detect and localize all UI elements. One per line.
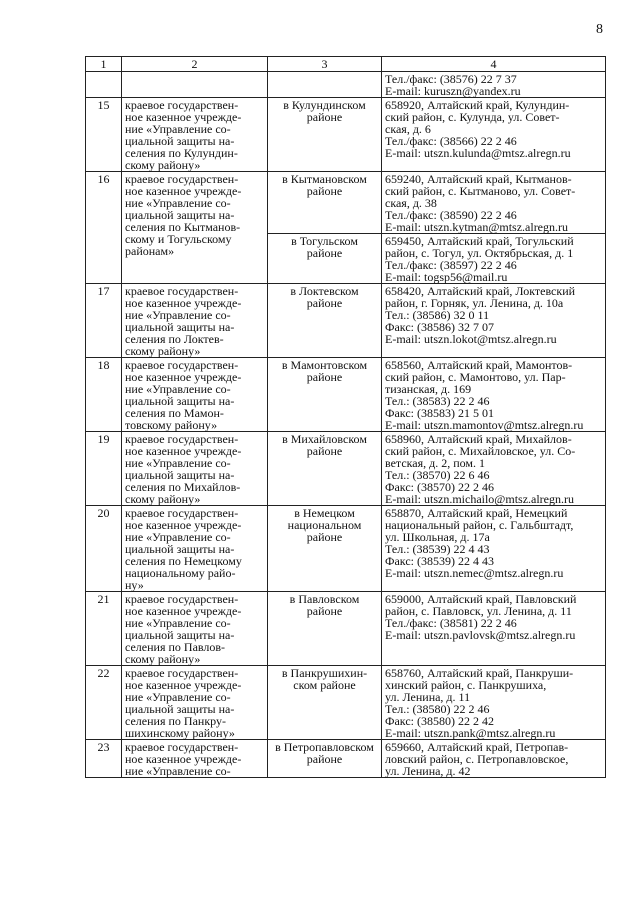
- district-name-line: районе: [306, 604, 343, 618]
- organization-name: [122, 432, 268, 506]
- contact-address-line: Тел.: (38539) 22 4 43: [385, 542, 490, 556]
- organization-name-line: краевое государствен-: [125, 358, 239, 372]
- organization-name-line: ние «Управление со-: [125, 382, 231, 396]
- contact-address-line: район, г. Горняк, ул. Ленина, д. 10а: [385, 296, 564, 310]
- table-row: [86, 284, 606, 358]
- contact-address-line: ский район, с. Кытманово, ул. Совет-: [385, 184, 576, 198]
- table-body: [86, 72, 606, 778]
- contact-address-line: Факс: (38580) 22 2 42: [385, 714, 494, 728]
- row-number: 17: [86, 284, 122, 358]
- organization-name-line: циальной защиты на-: [125, 394, 235, 408]
- organization-name-line: селения по Локтев-: [125, 332, 224, 346]
- contact-address-line: 658920, Алтайский край, Кулундин-: [385, 98, 570, 112]
- organization-name-line: селения по Кулундин-: [125, 146, 238, 160]
- organization-name-line: ное казенное учрежде-: [125, 444, 242, 458]
- organization-name-line: ное казенное учрежде-: [125, 604, 242, 618]
- contact-address-line: ский район, с. Михайловское, ул. Со-: [385, 444, 576, 458]
- contact-address-line: Факс: (38570) 22 2 46: [385, 480, 494, 494]
- contact-address-line: хинский район, с. Панкрушиха,: [385, 678, 547, 692]
- organization-name-line: ное казенное учрежде-: [125, 110, 242, 124]
- organization-name-line: районам»: [125, 244, 175, 258]
- contact-address: [382, 592, 606, 666]
- contact-address-line: E-mail: togsp56@mail.ru: [385, 270, 508, 284]
- organization-name-line: краевое государствен-: [125, 666, 239, 680]
- contact-address: [382, 358, 606, 432]
- contact-address: [382, 506, 606, 592]
- column-header-4: 4: [382, 57, 606, 72]
- contact-address-line: ская, д. 38: [385, 196, 437, 210]
- organization-name-line: селения по Мамон-: [125, 406, 224, 420]
- contact-address: [382, 740, 606, 778]
- contact-address-line: ская, д. 6: [385, 122, 431, 136]
- organization-name-line: краевое государствен-: [125, 432, 239, 446]
- district-name: [268, 432, 382, 506]
- organization-name: [122, 284, 268, 358]
- table-row: [86, 172, 606, 234]
- organization-name-line: ное казенное учрежде-: [125, 370, 242, 384]
- district-name-line: районе: [306, 296, 343, 310]
- organization-name-line: циальной защиты на-: [125, 628, 235, 642]
- organization-name-line: циальной защиты на-: [125, 542, 235, 556]
- organization-name-line: краевое государствен-: [125, 98, 239, 112]
- contact-address-line: ул. Школьная, д. 17а: [385, 530, 490, 544]
- district-name: [268, 284, 382, 358]
- table-row: [86, 98, 606, 172]
- district-name-line: районе: [306, 370, 343, 384]
- contact-address-line: Факс: (38539) 22 4 43: [385, 554, 494, 568]
- offices-table: [85, 56, 606, 778]
- district-name-line: районе: [306, 444, 343, 458]
- organization-name-line: селения по Кытманов-: [125, 220, 241, 234]
- contact-address-line: ский район, с. Мамонтово, ул. Пар-: [385, 370, 566, 384]
- contact-address-line: тизанская, д. 169: [385, 382, 472, 396]
- organization-name: [122, 172, 268, 284]
- row-number: [86, 72, 122, 98]
- district-name-line: районе: [306, 110, 343, 124]
- organization-name-line: ное казенное учрежде-: [125, 296, 242, 310]
- organization-name-line: ное казенное учрежде-: [125, 752, 242, 766]
- district-name: [268, 72, 382, 98]
- contact-address: [382, 666, 606, 740]
- contact-address-line: Тел.: (38586) 32 0 11: [385, 308, 490, 322]
- contact-address-line: Тел./факс: (38590) 22 2 46: [385, 208, 517, 222]
- contact-address-line: 658420, Алтайский край, Локтевский: [385, 284, 576, 298]
- organization-name-line: шихинскому району»: [125, 726, 235, 740]
- organization-name-line: национальному райо-: [125, 566, 236, 580]
- contact-address-line: 658560, Алтайский край, Мамонтов-: [385, 358, 573, 372]
- contact-address-line: E-mail: kuruszn@yandex.ru: [385, 84, 521, 98]
- contact-address-line: Тел.: (38583) 22 2 46: [385, 394, 490, 408]
- contact-address-line: E-mail: utszn.pank@mtsz.alregn.ru: [385, 726, 556, 740]
- district-name: [268, 666, 382, 740]
- contact-address-line: Тел./факс: (38597) 22 2 46: [385, 258, 517, 272]
- contact-address-line: E-mail: utszn.kytman@mtsz.alregn.ru: [385, 220, 569, 234]
- organization-name-line: краевое государствен-: [125, 172, 239, 186]
- contact-address-line: 658960, Алтайский край, Михайлов-: [385, 432, 572, 446]
- district-name-line: районе: [306, 752, 343, 766]
- row-number: 20: [86, 506, 122, 592]
- district-name: [268, 592, 382, 666]
- contact-address: [382, 72, 606, 98]
- row-number: 21: [86, 592, 122, 666]
- organization-name-line: циальной защиты на-: [125, 468, 235, 482]
- contact-address-line: 659000, Алтайский край, Павловский: [385, 592, 577, 606]
- district-name-line: в Павловском: [289, 592, 360, 606]
- contact-address-line: Тел.: (38580) 22 2 46: [385, 702, 490, 716]
- contact-address-line: район, с. Тогул, ул. Октябрьская, д. 1: [385, 246, 574, 260]
- contact-address-line: 658760, Алтайский край, Панкруши-: [385, 666, 574, 680]
- contact-address: [382, 98, 606, 172]
- organization-name-line: ну»: [125, 578, 144, 592]
- row-number: 22: [86, 666, 122, 740]
- district-name-line: национальном: [287, 518, 362, 532]
- organization-name-line: краевое государствен-: [125, 740, 239, 754]
- row-number: 18: [86, 358, 122, 432]
- organization-name-line: ное казенное учрежде-: [125, 184, 242, 198]
- contact-address-line: ветская, д. 2, пом. 1: [385, 456, 486, 470]
- district-name: [268, 98, 382, 172]
- organization-name: [122, 358, 268, 432]
- district-name-line: районе: [306, 530, 343, 544]
- row-number: 19: [86, 432, 122, 506]
- organization-name-line: краевое государствен-: [125, 284, 239, 298]
- district-name-line: в Кулундинском: [283, 98, 366, 112]
- organization-name-line: скому и Тогульскому: [125, 232, 232, 246]
- organization-name-line: ние «Управление со-: [125, 122, 231, 136]
- organization-name-line: циальной защиты на-: [125, 208, 235, 222]
- organization-name-line: ное казенное учрежде-: [125, 678, 242, 692]
- district-name-line: районе: [306, 184, 343, 198]
- contact-address-line: 659450, Алтайский край, Тогульский: [385, 234, 574, 248]
- contact-address-line: 659240, Алтайский край, Кытманов-: [385, 172, 572, 186]
- organization-name-line: ние «Управление со-: [125, 308, 231, 322]
- district-name-line: в Панкрушихин-: [281, 666, 368, 680]
- contact-address: [382, 234, 606, 284]
- table-row: [86, 740, 606, 778]
- row-number: 23: [86, 740, 122, 778]
- organization-name-line: ние «Управление со-: [125, 764, 231, 778]
- contact-address-line: национальный район, с. Гальбштадт,: [385, 518, 574, 532]
- organization-name-line: селения по Павлов-: [125, 640, 226, 654]
- organization-name: [122, 506, 268, 592]
- district-name: [268, 506, 382, 592]
- column-header-3: 3: [268, 57, 382, 72]
- district-name-line: в Михайловском: [282, 432, 367, 446]
- organization-name-line: ное казенное учрежде-: [125, 518, 242, 532]
- district-name-line: районе: [306, 246, 343, 260]
- organization-name-line: скому району»: [125, 492, 201, 506]
- row-number: 15: [86, 98, 122, 172]
- table-row: [86, 72, 606, 98]
- district-name-line: в Кытмановском: [282, 172, 367, 186]
- contact-address-line: Тел.: (38570) 22 6 46: [385, 468, 490, 482]
- organization-name-line: скому району»: [125, 158, 201, 172]
- contact-address-line: ул. Ленина, д. 11: [385, 690, 471, 704]
- table-row: [86, 592, 606, 666]
- organization-name-line: ние «Управление со-: [125, 196, 231, 210]
- contact-address-line: E-mail: utszn.lokot@mtsz.alregn.ru: [385, 332, 557, 346]
- contact-address: [382, 432, 606, 506]
- column-header-1: 1: [86, 57, 122, 72]
- organization-name-line: циальной защиты на-: [125, 320, 235, 334]
- organization-name-line: селения по Немецкому: [125, 554, 242, 568]
- contact-address: [382, 172, 606, 234]
- organization-name-line: селения по Панкру-: [125, 714, 226, 728]
- contact-address-line: ул. Ленина, д. 42: [385, 764, 471, 778]
- contact-address-line: Тел./факс: (38581) 22 2 46: [385, 616, 517, 630]
- district-name-line: в Локтевском: [290, 284, 359, 298]
- contact-address-line: E-mail: utszn.kulunda@mtsz.alregn.ru: [385, 146, 571, 160]
- contact-address-line: E-mail: utszn.nemec@mtsz.alregn.ru: [385, 566, 564, 580]
- organization-name-line: ние «Управление со-: [125, 456, 231, 470]
- page-number: 8: [596, 22, 603, 37]
- organization-name-line: ние «Управление со-: [125, 530, 231, 544]
- contact-address-line: Тел./факс: (38576) 22 7 37: [385, 72, 517, 86]
- organization-name-line: циальной защиты на-: [125, 702, 235, 716]
- organization-name-line: ние «Управление со-: [125, 616, 231, 630]
- district-name: [268, 234, 382, 284]
- district-name-line: в Мамонтовском: [281, 358, 368, 372]
- district-name-line: в Петропавловском: [275, 740, 374, 754]
- table-row: [86, 432, 606, 506]
- table-row: [86, 506, 606, 592]
- contact-address-line: ловский район, с. Петропавловское,: [385, 752, 569, 766]
- contact-address-line: ский район, с. Кулунда, ул. Совет-: [385, 110, 560, 124]
- contact-address-line: 659660, Алтайский край, Петропав-: [385, 740, 569, 754]
- contact-address-line: E-mail: utszn.pavlovsk@mtsz.alregn.ru: [385, 628, 576, 642]
- organization-name-line: товскому району»: [125, 418, 218, 432]
- organization-name-line: краевое государствен-: [125, 592, 239, 606]
- district-name-line: в Немецком: [294, 506, 355, 520]
- organization-name: [122, 592, 268, 666]
- organization-name: [122, 98, 268, 172]
- organization-name-line: скому району»: [125, 652, 201, 666]
- district-name-line: ском районе: [293, 678, 356, 692]
- organization-name: [122, 740, 268, 778]
- organization-name-line: краевое государствен-: [125, 506, 239, 520]
- contact-address-line: Факс: (38586) 32 7 07: [385, 320, 494, 334]
- organization-name-line: ние «Управление со-: [125, 690, 231, 704]
- organization-name: [122, 666, 268, 740]
- district-name: [268, 172, 382, 234]
- contact-address-line: E-mail: utszn.mamontov@mtsz.alregn.ru: [385, 418, 584, 432]
- table-row: [86, 358, 606, 432]
- contact-address-line: район, с. Павловск, ул. Ленина, д. 11: [385, 604, 572, 618]
- organization-name-line: циальной защиты на-: [125, 134, 235, 148]
- district-name-line: в Тогульском: [291, 234, 358, 248]
- contact-address-line: 658870, Алтайский край, Немецкий: [385, 506, 568, 520]
- district-name: [268, 740, 382, 778]
- contact-address-line: E-mail: utszn.michailo@mtsz.alregn.ru: [385, 492, 574, 506]
- organization-name-line: селения по Михайлов-: [125, 480, 241, 494]
- row-number: 16: [86, 172, 122, 284]
- organization-name-line: скому району»: [125, 344, 201, 358]
- column-header-2: 2: [122, 57, 268, 72]
- district-name: [268, 358, 382, 432]
- contact-address-line: Факс: (38583) 21 5 01: [385, 406, 494, 420]
- contact-address-line: Тел./факс: (38566) 22 2 46: [385, 134, 517, 148]
- contact-address: [382, 284, 606, 358]
- organization-name: [122, 72, 268, 98]
- table-row: [86, 666, 606, 740]
- table-header-row: [86, 57, 606, 72]
